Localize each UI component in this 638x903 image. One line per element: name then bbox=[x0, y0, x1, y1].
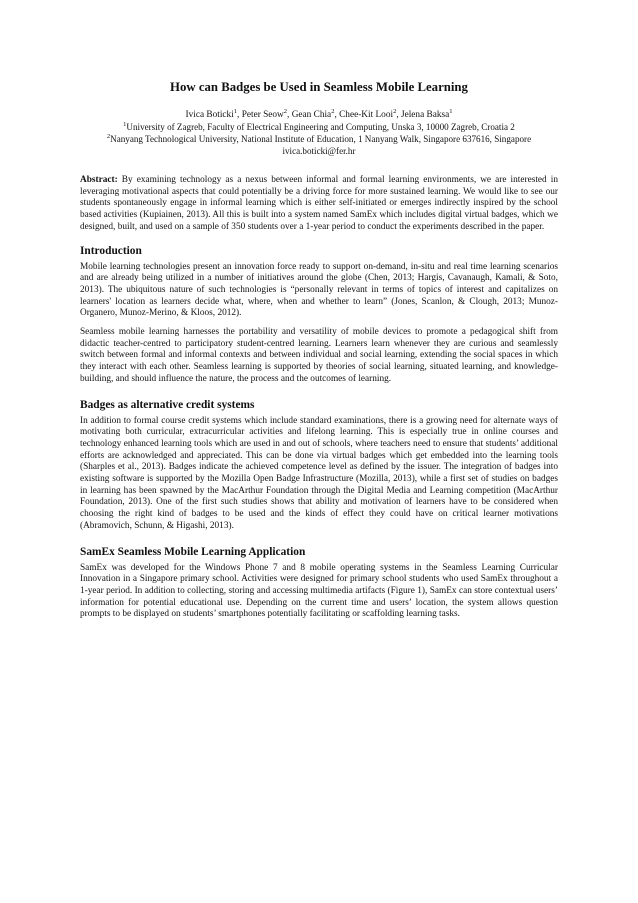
section-samex bbox=[80, 545, 558, 622]
author-5: Jelena Baksa$^1$ bbox=[400, 107, 453, 120]
paragraph: SamEx was developed for the Windows Phone 7 and 8 mobile operating systems in the Seamless Learning Curricular Innovation in a Singapore primary school. Activities were designed for primary school students who used SamEx throughout a 1-year period. In addition to collecting, storing and accessing multimedia artifacts (Figure 1), SamEx can store contextual users’ information for potential educational use. Depending on the current time and users’ location, the system allows question prompts to be displayed on students’ smartphones potentially facilitating or scaffolding learning tasks. bbox=[80, 562, 558, 620]
author-4: Chee-Kit Looi$^2$, bbox=[339, 107, 401, 120]
paragraph: Mobile learning technologies present an innovation force ready to support on-demand, in-situ and real time learning scenarios and are already being utilized in a number of initiatives around the globe (Chen, 2013; Hargis, Cavanaugh, Kamali, & Soto, 2013). The ubiquitous nature of such technologies is “personally relevant in terms of topics of interest and capitalizes on learners' location as learners decide what, where, when and whether to learn” (Jones, Scanlon, & Clough, 2013; Munoz-Organero, Munoz-Merino, & Kloos, 2012). bbox=[80, 261, 558, 319]
author-3: Gean Chia$^2$, bbox=[291, 107, 340, 120]
section-heading: Introduction bbox=[80, 244, 142, 257]
affiliation-1: $^1$University of Zagreb, Faculty of Electrical Engineering and Computing, Unska 3, 10000 Zagreb, Croatia 2 bbox=[123, 120, 515, 132]
author-list bbox=[80, 109, 558, 121]
abstract-label: Abstract: bbox=[80, 175, 118, 185]
paragraph: Seamless mobile learning harnesses the portability and versatility of mobile devices to promote a pedagogical shift from didactic teacher-centred to participatory student-centred learning. Learners learn whenever they are curious and seamlessly switch between formal and informal contexts and between individual and social learning, extending the social spaces in which they interact with each other. Seamless learning is supported by theories of social learning, situated learning, and knowledge-building, and should influence the nature, the process and the outcomes of learning. bbox=[80, 327, 558, 384]
abstract-text: By examining technology as a nexus between informal and formal learning environments, we are interested in leveraging motivational aspects that could potentially be a driving force for more sustained learning. We would like to see our students spontaneously engage in informal learning which is either self-initiated or emerges indirectly inspired by the school based activities (Kupiainen, 2013). All this is built into a system named SamEx which includes digital virtual badges, which we designed, built, and used on a sample of 350 students over a 1-year period to conduct the experiments described in the paper. bbox=[80, 175, 558, 232]
section-heading: SamEx Seamless Mobile Learning Application bbox=[80, 545, 306, 558]
section-heading: Badges as alternative credit systems bbox=[80, 398, 255, 411]
section-introduction bbox=[80, 244, 558, 386]
section-badges bbox=[80, 398, 558, 533]
paragraph: In addition to formal course credit systems which include standard examinations, there is a growing need for alternate ways of motivating both curricular, extracurricular activities and lifelong learning. This is especially true in online courses and technology enhanced learning tools which are used in and out of schools, where teachers need to ensure that students’ additional efforts are acknowledged and appreciated. This can be done via virtual badges which get embedded into the learning tools (Sharples et al., 2013). Badges indicate the achieved competence level as defined by the issuer. The integration of badges into existing software is supported by the Mozilla Open Badge Infrastructure (Mozilla, 2013), while a first set of studies on badges in learning has been spawned by the MacArthur Foundation through the Digital Media and Learning competition (MacArthur Foundation, 2013). One of the first such studies shows that ability and motivation of learners have to be considered when choosing the right kind of badges to be used and the kinds of effect they could have on critical learner motivations (Abramovich, Schunn, & Higashi, 2013). bbox=[80, 415, 558, 531]
author-2: Peter Seow$^2$, bbox=[241, 107, 292, 120]
abstract bbox=[80, 175, 558, 234]
affiliation-2: $^2$Nanyang Technological University, National Institute of Education, 1 Nanyang Walk, Singapore 637616, Singapore bbox=[106, 132, 532, 144]
author-1: Ivica Boticki$^1$, bbox=[185, 107, 242, 120]
paper-title: How can Badges be Used in Seamless Mobile Learning bbox=[170, 80, 468, 94]
contact-email: ivica.boticki@fer.hr bbox=[282, 146, 356, 156]
